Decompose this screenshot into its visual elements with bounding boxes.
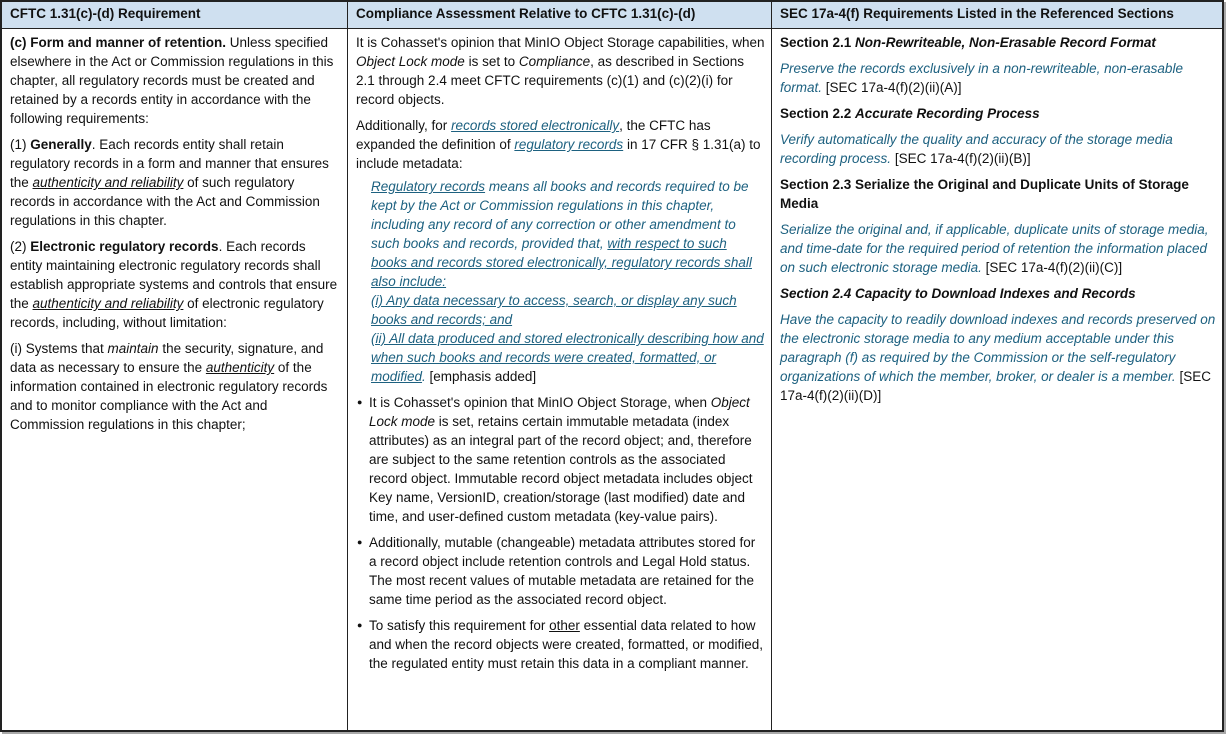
text-run: [SEC 17a-4(f)(2)(ii)(B)] bbox=[891, 151, 1031, 166]
text-run: Have the capacity to readily download indexes and records preserved on the electronic storage media to any medium acceptable under this paragraph (f) as required by the Commission or the self-regulatory organizations of which the member, broker, or dealer is a member. bbox=[780, 312, 1216, 384]
paragraph bbox=[780, 220, 1216, 277]
paragraph bbox=[780, 59, 1216, 97]
text-run: , as described in Sections 2.1 through 2.4 meet CFTC requirements (c)(1) and (c)(2)(i) for record objects. bbox=[356, 54, 744, 107]
bullet-marker-icon: ● bbox=[357, 397, 363, 407]
blockquote-line bbox=[371, 329, 765, 386]
text-run: . Each records entity shall retain regulatory records in a form and manner that ensures the bbox=[10, 137, 329, 190]
section-heading bbox=[780, 175, 1216, 213]
section-heading bbox=[780, 104, 1216, 123]
text-run: essential data related to how and when the record objects were created, formatted, or modified, the regulated entity must retain this data in a compliant manner. bbox=[369, 618, 763, 671]
cell-cftc-requirement bbox=[2, 29, 348, 730]
text-run: Section 2.2 bbox=[780, 106, 856, 121]
bullet-item bbox=[356, 616, 765, 673]
section-heading bbox=[780, 284, 1216, 303]
text-run: Electronic regulatory records bbox=[30, 239, 219, 254]
bullet-item bbox=[356, 533, 765, 609]
text-run: Object Lock mode bbox=[369, 395, 750, 429]
text-run: maintain bbox=[107, 341, 159, 356]
text-run: [SEC 17a-4(f)(2)(ii)(C)] bbox=[981, 260, 1123, 275]
text-run: Section 2.3 Serialize the Original and Duplicate Units of Storage Media bbox=[780, 177, 1189, 211]
bullet-marker-icon: ● bbox=[357, 537, 363, 547]
text-run: , the CFTC has expanded the definition of bbox=[356, 118, 711, 152]
text-runs bbox=[780, 177, 1189, 211]
text-run: authenticity and reliability bbox=[32, 296, 184, 311]
text-run: authenticity and reliability bbox=[32, 175, 184, 190]
paragraph bbox=[10, 33, 341, 128]
text-runs bbox=[780, 106, 1040, 121]
text-run: Section 2.4 Capacity to Download Indexes and Records bbox=[780, 286, 1136, 301]
text-runs bbox=[10, 239, 337, 330]
text-run: (ii) All data produced and stored electronically describing how and when such books and records were created, formatted, or modified bbox=[371, 331, 764, 384]
text-run: (1) bbox=[10, 137, 31, 152]
text-run: (2) bbox=[10, 239, 31, 254]
text-run: . bbox=[422, 369, 430, 384]
text-run: To satisfy this requirement for bbox=[369, 618, 550, 633]
text-runs bbox=[10, 341, 327, 432]
text-run: regulatory records bbox=[514, 137, 624, 152]
text-runs bbox=[780, 132, 1173, 166]
text-runs bbox=[356, 35, 765, 107]
paragraph bbox=[10, 237, 341, 332]
text-runs bbox=[369, 616, 765, 673]
text-runs bbox=[371, 179, 752, 289]
text-runs bbox=[356, 118, 761, 171]
text-run: Additionally, mutable (changeable) metadata attributes stored for a record object include retention controls and Legal Hold status. The most recent values of mutable metadata are retained for the same time period as the associated record object. bbox=[369, 535, 756, 607]
text-run: [SEC 17a-4(f)(2)(ii)(D)] bbox=[780, 369, 1211, 403]
cell-sec-requirements bbox=[772, 29, 1222, 730]
text-run: Object Lock mode bbox=[356, 54, 465, 69]
header-sec-requirements: SEC 17a-4(f) Requirements Listed in the Referenced Sections bbox=[772, 2, 1222, 29]
text-run: means all books and records required to be kept by the Act or Commission regulations in this chapter, including any record of any correction or other amendment to such books and records, provided that, bbox=[371, 179, 749, 251]
paragraph bbox=[10, 339, 341, 434]
text-run: Preserve the records exclusively in a non-rewriteable, non-erasable format. bbox=[780, 61, 1183, 95]
text-run: Non-Rewriteable, Non-Erasable Record Format bbox=[855, 35, 1156, 50]
text-run: (i) Any data necessary to access, search, or display any such books and records; and bbox=[371, 293, 737, 327]
text-run: is set to bbox=[464, 54, 519, 69]
header-cftc-requirement: CFTC 1.31(c)-(d) Requirement bbox=[2, 2, 348, 29]
text-run: It is Cohasset's opinion that MinIO Object Storage, when bbox=[369, 395, 711, 410]
text-run: Additionally, for bbox=[356, 118, 452, 133]
paragraph bbox=[780, 130, 1216, 168]
text-runs bbox=[780, 286, 1136, 301]
text-runs bbox=[10, 35, 333, 126]
text-run: of the information contained in electronic regulatory records and to monitor compliance with the Act and Commission regulations in this chapter; bbox=[10, 360, 328, 432]
header-compliance-assessment: Compliance Assessment Relative to CFTC 1.31(c)-(d) bbox=[348, 2, 772, 29]
paragraph bbox=[10, 135, 341, 230]
cell-compliance-assessment bbox=[348, 29, 772, 730]
text-run: Serialize the original and, if applicable, duplicate units of storage media, and time-date for the required period of retention the information placed on such electronic storage media. bbox=[780, 222, 1209, 275]
text-run: . Each records entity maintaining electronic regulatory records shall establish appropriate systems and controls that ensure the bbox=[10, 239, 338, 311]
blockquote-line bbox=[371, 177, 765, 291]
text-run: is set, retains certain immutable metadata (index attributes) as an integral part of the record object; and, therefore are subject to the same retention controls as the associated record object. Immutable record object metadata includes object Key name, VersionID, creation/storage (last modified) date and time, and user-defined custom metadata (key-value pairs). bbox=[369, 414, 753, 524]
text-runs bbox=[10, 137, 329, 228]
text-runs bbox=[371, 331, 764, 384]
text-run: (i) Systems that bbox=[10, 341, 108, 356]
paragraph bbox=[356, 116, 765, 173]
text-run: records stored electronically bbox=[451, 118, 620, 133]
text-run: Generally bbox=[30, 137, 92, 152]
text-run: Unless specified elsewhere in the Act or Commission regulations in this chapter, all regulatory records must be created and retained by a records entity in accordance with the following requirements: bbox=[10, 35, 334, 126]
text-runs bbox=[780, 35, 1156, 50]
blockquote-line bbox=[371, 291, 765, 329]
text-run: of such regulatory records in accordance with the Act and Commission regulations in this chapter. bbox=[10, 175, 320, 228]
text-runs bbox=[369, 533, 765, 609]
paragraph bbox=[780, 310, 1216, 405]
text-run: of electronic regulatory records, including, without limitation: bbox=[10, 296, 324, 330]
text-runs bbox=[371, 293, 737, 327]
bullet-marker-icon: ● bbox=[357, 620, 363, 630]
bullet-item bbox=[356, 393, 765, 526]
text-run: in 17 CFR § 1.31(a) to include metadata: bbox=[356, 137, 761, 171]
text-run: the security, signature, and data as necessary to ensure the bbox=[10, 341, 324, 375]
text-runs bbox=[780, 222, 1209, 275]
section-heading bbox=[780, 33, 1216, 52]
text-run: other bbox=[549, 618, 580, 633]
paragraph bbox=[356, 33, 765, 109]
text-run: It is Cohasset's opinion that MinIO Object Storage capabilities, when bbox=[356, 35, 765, 50]
text-runs bbox=[369, 393, 765, 526]
text-run: Regulatory records bbox=[371, 179, 486, 194]
text-run: Accurate Recording Process bbox=[855, 106, 1040, 121]
text-run: Compliance bbox=[518, 54, 591, 69]
text-run: Verify automatically the quality and accuracy of the storage media recording process. bbox=[780, 132, 1173, 166]
text-runs bbox=[780, 61, 1183, 95]
text-run: authenticity bbox=[205, 360, 275, 375]
text-run: (c) Form and manner of retention. bbox=[10, 35, 227, 50]
text-run: with respect to such books and records stored electronically, regulatory records shall also include: bbox=[371, 236, 752, 289]
text-run: [emphasis added] bbox=[429, 369, 537, 384]
text-run: [SEC 17a-4(f)(2)(ii)(A)] bbox=[822, 80, 962, 95]
text-run: Section 2.1 bbox=[780, 35, 856, 50]
text-runs bbox=[780, 312, 1215, 403]
